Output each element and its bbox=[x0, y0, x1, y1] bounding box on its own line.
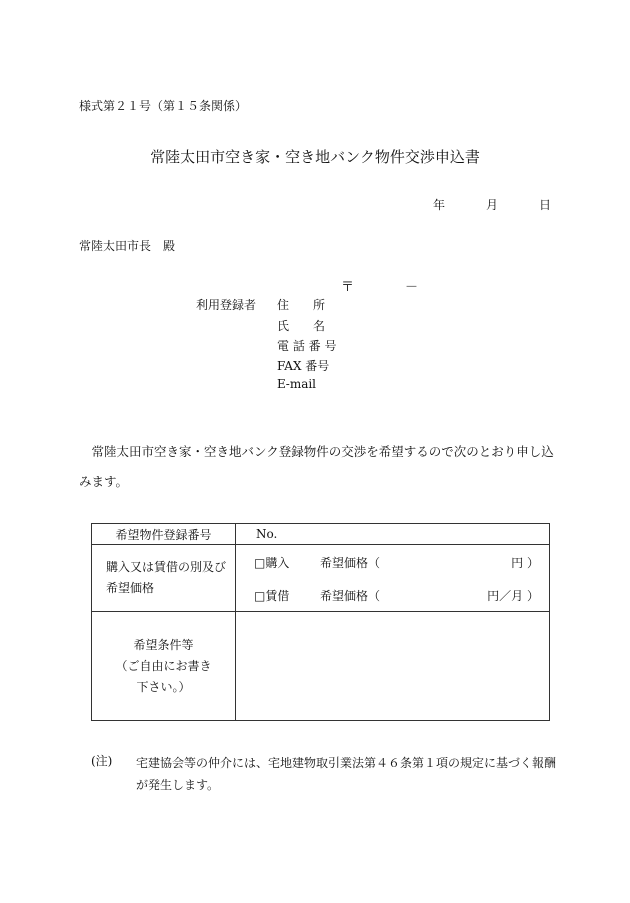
table-row bbox=[92, 545, 550, 612]
applicant-label: 利用登録者 bbox=[196, 298, 257, 312]
purchase-price-label: 希望価格（ bbox=[320, 556, 381, 570]
purchase-or-rent-label: 購入又は賃借の別及び希望価格 bbox=[92, 545, 236, 612]
page-title: 常陸太田市空き家・空き地バンク物件交渉申込書 bbox=[150, 148, 480, 166]
field-address: 住 所 bbox=[277, 298, 326, 312]
purchase-price-unit: 円 ） bbox=[511, 556, 539, 570]
field-name: 氏 名 bbox=[277, 319, 326, 333]
date-year: 年 bbox=[433, 198, 446, 212]
rent-price-label: 希望価格（ bbox=[320, 589, 381, 603]
field-phone: 電 話 番 号 bbox=[277, 339, 337, 353]
property-number-label: 希望物件登録番号 bbox=[92, 524, 236, 545]
form-reference: 様式第２１号（第１５条関係） bbox=[79, 99, 248, 113]
conditions-label-line1: 希望条件等 bbox=[133, 637, 194, 652]
application-statement: 常陸太田市空き家・空き地バンク登録物件の交渉を希望するので次のとおり申し込みます。 bbox=[79, 444, 554, 489]
field-fax: FAX 番号 bbox=[277, 359, 330, 373]
conditions-label-line2: （ご自由にお書き bbox=[115, 658, 212, 673]
purchase-checkbox[interactable]: □購入 bbox=[254, 556, 290, 570]
table-row bbox=[92, 524, 550, 545]
date-day: 日 bbox=[539, 198, 552, 212]
note-text: 宅建協会等の仲介には、宅地建物取引業法第４６条第１項の規定に基づく報酬が発生します。 bbox=[136, 756, 557, 792]
postal-mark: 〒 bbox=[341, 280, 355, 295]
rent-checkbox[interactable]: □賃借 bbox=[254, 589, 290, 603]
conditions-field[interactable] bbox=[236, 612, 550, 721]
table-row bbox=[92, 612, 550, 721]
date-month: 月 bbox=[486, 198, 499, 212]
price-cell bbox=[236, 545, 550, 612]
conditions-label bbox=[92, 612, 236, 721]
conditions-label-line3: 下さい。） bbox=[136, 679, 191, 694]
postal-dash: － bbox=[405, 280, 419, 295]
field-email: E‐mail bbox=[277, 377, 317, 391]
rent-price-unit: 円／月 ） bbox=[487, 589, 539, 603]
addressee: 常陸太田市長 殿 bbox=[79, 239, 176, 253]
property-number-field[interactable]: No. bbox=[236, 524, 550, 545]
application-table bbox=[91, 523, 550, 721]
note-label: (注) bbox=[91, 754, 113, 768]
